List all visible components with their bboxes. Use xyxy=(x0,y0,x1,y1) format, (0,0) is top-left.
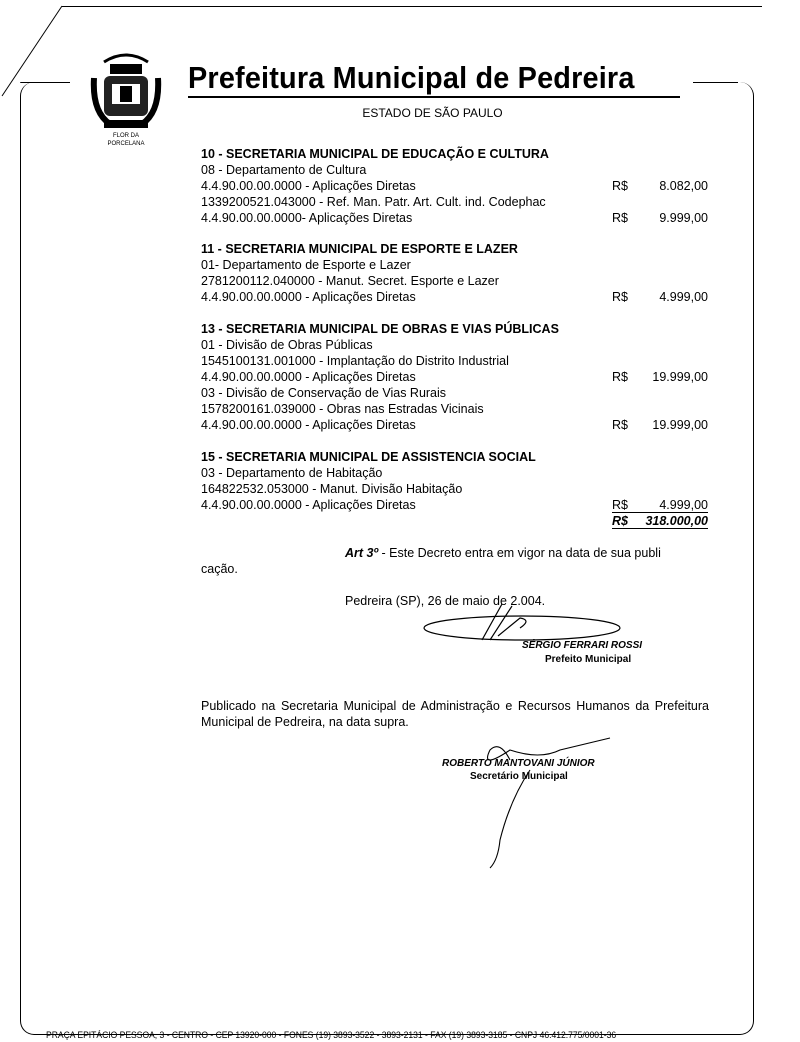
budget-line: 01 - Divisão de Obras Públicas xyxy=(201,338,373,352)
state-subtitle: ESTADO DE SÃO PAULO xyxy=(362,106,503,120)
budget-line: 4.4.90.00.00.0000 - Aplicações Diretas xyxy=(201,179,416,193)
signer-name: ROBERTO MANTOVANI JÚNIOR xyxy=(442,758,595,769)
signer-name: SÉRGIO FERRARI ROSSI xyxy=(522,640,643,651)
footer-address: PRAÇA EPITÁCIO PESSOA, 3 - CENTRO - CEP 13920-000 - FONES (19) 3893-3522 - 3893-2131 - FAX (19) 3893-3185 - CNPJ 46.412.775/0001-36 xyxy=(46,1030,617,1040)
section-heading: 13 - SECRETARIA MUNICIPAL DE OBRAS E VIAS PÚBLICAS xyxy=(201,322,559,336)
article-body: - Este Decreto entra em vigor na data de sua publi xyxy=(378,546,661,560)
amount: 9.999,00 xyxy=(659,211,708,225)
section-heading: 10 - SECRETARIA MUNICIPAL DE EDUCAÇÃO E CULTURA xyxy=(201,147,549,161)
budget-line: 03 - Departamento de Habitação xyxy=(201,466,383,480)
section-heading: 11 - SECRETARIA MUNICIPAL DE ESPORTE E LAZER xyxy=(201,242,518,256)
handwritten-signature-secretary xyxy=(470,730,620,870)
currency: R$ xyxy=(612,290,628,304)
budget-line: 2781200112.040000 - Manut. Secret. Esporte e Lazer xyxy=(201,274,499,288)
budget-line: 1545100131.001000 - Implantação do Distrito Industrial xyxy=(201,354,509,368)
currency: R$ xyxy=(612,179,628,193)
amount: 4.999,00 xyxy=(659,290,708,304)
currency: R$ xyxy=(612,418,628,432)
budget-line: 4.4.90.00.00.0000- Aplicações Diretas xyxy=(201,211,413,225)
budget-line: 1578200161.039000 - Obras nas Estradas Vicinais xyxy=(201,402,484,416)
title-underline xyxy=(188,96,680,98)
budget-line: 164822532.053000 - Manut. Divisão Habitação xyxy=(201,482,463,496)
currency: R$ xyxy=(612,370,628,384)
total-amount: 318.000,00 xyxy=(645,514,708,528)
budget-line: 4.4.90.00.00.0000 - Aplicações Diretas xyxy=(201,418,416,432)
budget-line: 4.4.90.00.00.0000 - Aplicações Diretas xyxy=(201,370,416,384)
amount: 4.999,00 xyxy=(659,498,708,512)
total-currency: R$ xyxy=(612,514,628,528)
amount: 19.999,00 xyxy=(652,370,708,384)
publication-note: Publicado na Secretaria Municipal de Administração e Recursos Humanos da Prefeitura Municipal de Pedreira, na data supra. xyxy=(201,699,709,729)
budget-line: 01- Departamento de Esporte e Lazer xyxy=(201,258,411,272)
budget-line: 1339200521.043000 - Ref. Man. Patr. Art. Cult. ind. Codephac xyxy=(201,195,546,209)
budget-line: 4.4.90.00.00.0000 - Aplicações Diretas xyxy=(201,290,416,304)
date-line: Pedreira (SP), 26 de maio de 2.004. xyxy=(345,594,546,608)
signer-role: Prefeito Municipal xyxy=(545,654,632,665)
currency: R$ xyxy=(612,498,628,512)
article-continuation: cação. xyxy=(201,562,238,576)
article-text xyxy=(345,546,661,560)
amount: 19.999,00 xyxy=(652,418,708,432)
section-heading: 15 - SECRETARIA MUNICIPAL DE ASSISTENCIA SOCIAL xyxy=(201,450,536,464)
scan-top-line xyxy=(62,6,762,7)
article-label: Art 3º xyxy=(345,546,379,560)
page-title: Prefeitura Municipal de Pedreira xyxy=(188,60,635,95)
currency: R$ xyxy=(612,211,628,225)
svg-text:PORCELANA: PORCELANA xyxy=(107,141,145,147)
amount: 8.082,00 xyxy=(659,179,708,193)
budget-line: 4.4.90.00.00.0000 - Aplicações Diretas xyxy=(201,498,416,512)
signer-role: Secretário Municipal xyxy=(470,771,568,782)
svg-text:FLOR DA: FLOR DA xyxy=(112,133,140,139)
budget-line: 03 - Divisão de Conservação de Vias Rurais xyxy=(201,386,447,400)
budget-line: 08 - Departamento de Cultura xyxy=(201,163,367,177)
municipal-crest-logo xyxy=(90,48,162,148)
